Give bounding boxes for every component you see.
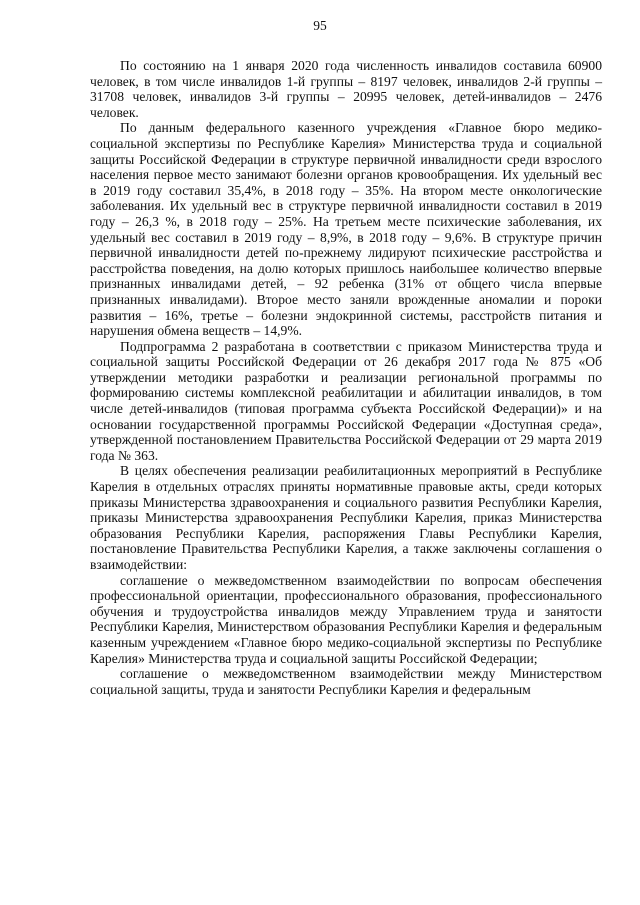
paragraph-subprogram-basis: Подпрограмма 2 разработана в соответствии с приказом Министерства труда и социальной защиты Российской Федерации от 26 декабря 2017 года № 875 «Об утверждении методики разработки и реализации региональной программы по формированию системы комплексной реабилитации и абилитации инвалидов, в том числе детей-инвалидов (типовая программа субъекта Российской Федерации)» и на основании государственной программы Российской Федерации «Доступная среда», утвержденной постановлением Правительства Российской Федерации от 29 марта 2019 года № 363. <box>90 338 602 463</box>
document-body <box>90 58 602 697</box>
paragraph-disability-statistics: По состоянию на 1 января 2020 года численность инвалидов составила 60900 человек, в том числе инвалидов 1-й группы – 8197 человек, инвалидов 2-й группы – 31708 человек, инвалидов 3-й группы – 20995 человек, детей-инвалидов – 2476 человек. <box>90 58 602 120</box>
paragraph-regulatory-acts: В целях обеспечения реализации реабилитационных мероприятий в Республике Карелия в отдельных отраслях приняты нормативные правовые акты, среди которых приказы Министерства здравоохранения и социального развития Республики Карелия, приказы Министерства здравоохранения Республики Карелия, приказ Министерства образования Республики Карелия, распоряжения Главы Республики Карелия, постановление Правительства Республики Карелия, а также заключены соглашения о взаимодействии: <box>90 463 602 572</box>
paragraph-agreement-social-protection: соглашение о межведомственном взаимодействии между Министерством социальной защиты, труда и занятости Республики Карелия и федеральным <box>90 666 602 697</box>
page-number: 95 <box>313 18 327 33</box>
paragraph-agreement-vocational: соглашение о межведомственном взаимодействии по вопросам обеспечения профессиональной ориентации, профессионального образования, профессионального обучения и трудоустройства инвалидов между Управлением труда и занятости Республики Карелия, Министерством образования Республики Карелия и федеральным казенным учреждением «Главное бюро медико-социальной экспертизы по Республике Карелия» Министерства труда и социальной защиты Российской Федерации; <box>90 572 602 666</box>
paragraph-primary-disability-structure: По данным федерального казенного учреждения «Главное бюро медико-социальной экспертизы по Республике Карелия» Министерства труда и социальной защиты Российской Федерации в структуре первичной инвалидности среди взрослого населения первое место занимают болезни органов кровообращения. Их удельный вес в 2019 году составил 35,4%, в 2018 году – 35%. На втором месте онкологические заболевания. Их удельный вес в структуре первичной инвалидности составил в 2019 году – 26,3 %, в 2018 году – 25%. На третьем месте психические заболевания, их удельный вес составил в 2019 году – 8,9%, в 2018 году – 9,6%. В структуре причин первичной инвалидности детей по-прежнему лидируют психические расстройства и расстройства поведения, на долю которых пришлось наибольшее количество впервые признанных инвалидами детей, – 92 ребенка (31% от общего числа впервые признанных инвалидами). Второе место заняли врожденные аномалии и пороки развития – 16%, третье – болезни эндокринной системы, расстройств питания и нарушения обмена веществ – 14,9%. <box>90 120 602 339</box>
